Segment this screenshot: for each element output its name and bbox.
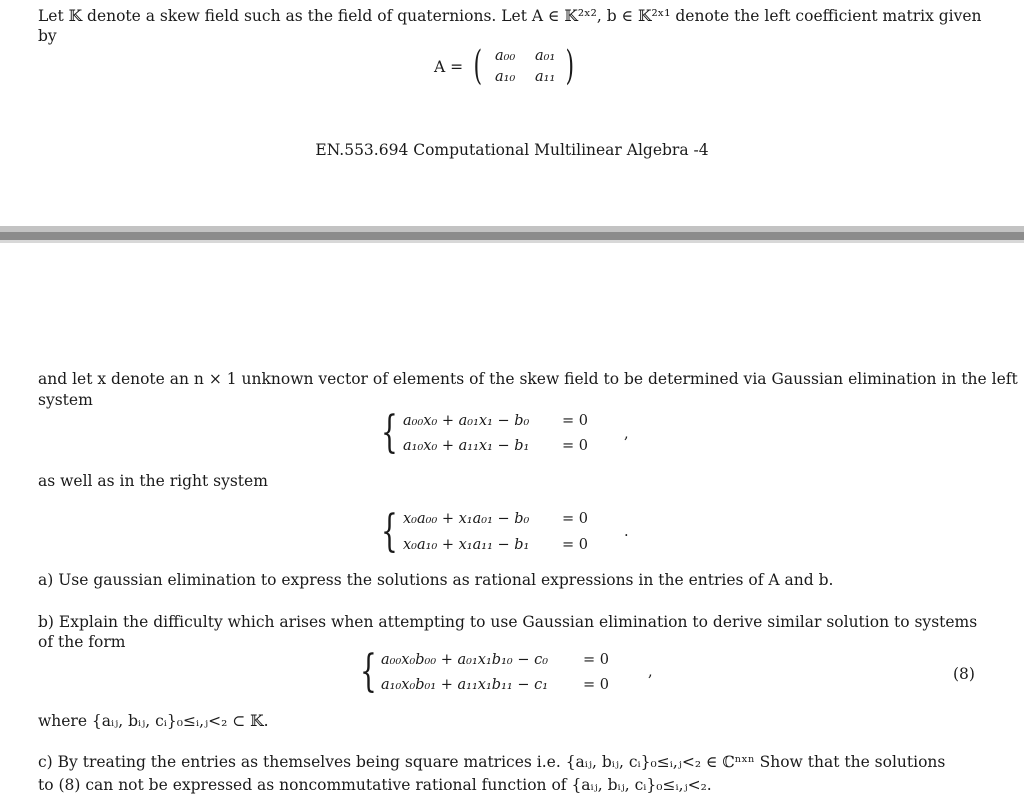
intro-line-2: by: [38, 27, 57, 45]
left-paren: (: [473, 43, 483, 89]
left-system-brace: {: [381, 407, 398, 458]
matrix-a01: a₀₁: [535, 48, 556, 64]
system-8-eq2-rhs: = 0: [583, 677, 609, 693]
right-eq1-rhs: = 0: [562, 511, 588, 527]
matrix-a00: a₀₀: [495, 48, 516, 64]
right-eq1-lhs: x₀a₀₀ + x₁a₀₁ − b₀: [403, 511, 530, 527]
left-intro-line-1: and let x denote an n × 1 unknown vector of elements of the skew field to be determined via Gaussian elimination in the left: [38, 370, 1018, 388]
right-eq2-rhs: = 0: [562, 537, 588, 553]
system-8-eq1-lhs: a₀₀x₀b₀₀ + a₀₁x₁b₁₀ − c₀: [381, 652, 549, 668]
right-system-trail: .: [624, 524, 629, 540]
part-c-line-1: c) By treating the entries as themselves being square matrices i.e. {aᵢⱼ, bᵢⱼ, cᵢ}₀≤ᵢ,ⱼ<₂ ∈ ℂⁿˣⁿ Show that the solutions: [38, 753, 946, 771]
left-eq1-rhs: = 0: [562, 413, 588, 429]
system-8-brace: {: [360, 646, 377, 697]
left-intro-line-2: system: [38, 391, 93, 409]
part-b-line-2: of the form: [38, 633, 126, 651]
where-line: where {aᵢⱼ, bᵢⱼ, cᵢ}₀≤ᵢ,ⱼ<₂ ⊂ 𝕂.: [38, 712, 269, 730]
part-a: a) Use gaussian elimination to express the solutions as rational expressions in the entries of A and b.: [38, 571, 834, 589]
page-header: EN.553.694 Computational Multilinear Algebra -4: [315, 141, 709, 159]
left-eq1-lhs: a₀₀x₀ + a₀₁x₁ − b₀: [403, 413, 530, 429]
left-eq2-rhs: = 0: [562, 438, 588, 454]
intro-line-1: Let 𝕂 denote a skew field such as the field of quaternions. Let A ∈ 𝕂²ˣ², b ∈ 𝕂²ˣ¹ denote the left coefficient matrix given: [38, 7, 982, 25]
page-separator-bottom: [0, 240, 1024, 243]
page-separator-middle: [0, 232, 1024, 240]
left-eq2-lhs: a₁₀x₀ + a₁₁x₁ − b₁: [403, 438, 530, 454]
right-eq2-lhs: x₀a₁₀ + x₁a₁₁ − b₁: [403, 537, 530, 553]
right-system-brace: {: [381, 506, 398, 557]
equation-label-8: (8): [953, 665, 975, 683]
matrix-lhs: A =: [434, 58, 464, 76]
matrix-a10: a₁₀: [495, 69, 516, 85]
part-c-line-2: to (8) can not be expressed as noncommutative rational function of {aᵢⱼ, bᵢⱼ, cᵢ}₀≤ᵢ,ⱼ<₂.: [38, 776, 712, 794]
matrix-a11: a₁₁: [535, 69, 556, 85]
part-b-line-1: b) Explain the difficulty which arises when attempting to use Gaussian elimination to derive similar solution to systems: [38, 613, 978, 631]
right-intro: as well as in the right system: [38, 472, 268, 490]
right-paren: ): [565, 43, 575, 89]
left-system-trail: ,: [624, 426, 629, 442]
system-8-eq2-lhs: a₁₀x₀b₀₁ + a₁₁x₁b₁₁ − c₁: [381, 677, 549, 693]
system-8-trail: ,: [648, 664, 653, 680]
system-8-eq1-rhs: = 0: [583, 652, 609, 668]
